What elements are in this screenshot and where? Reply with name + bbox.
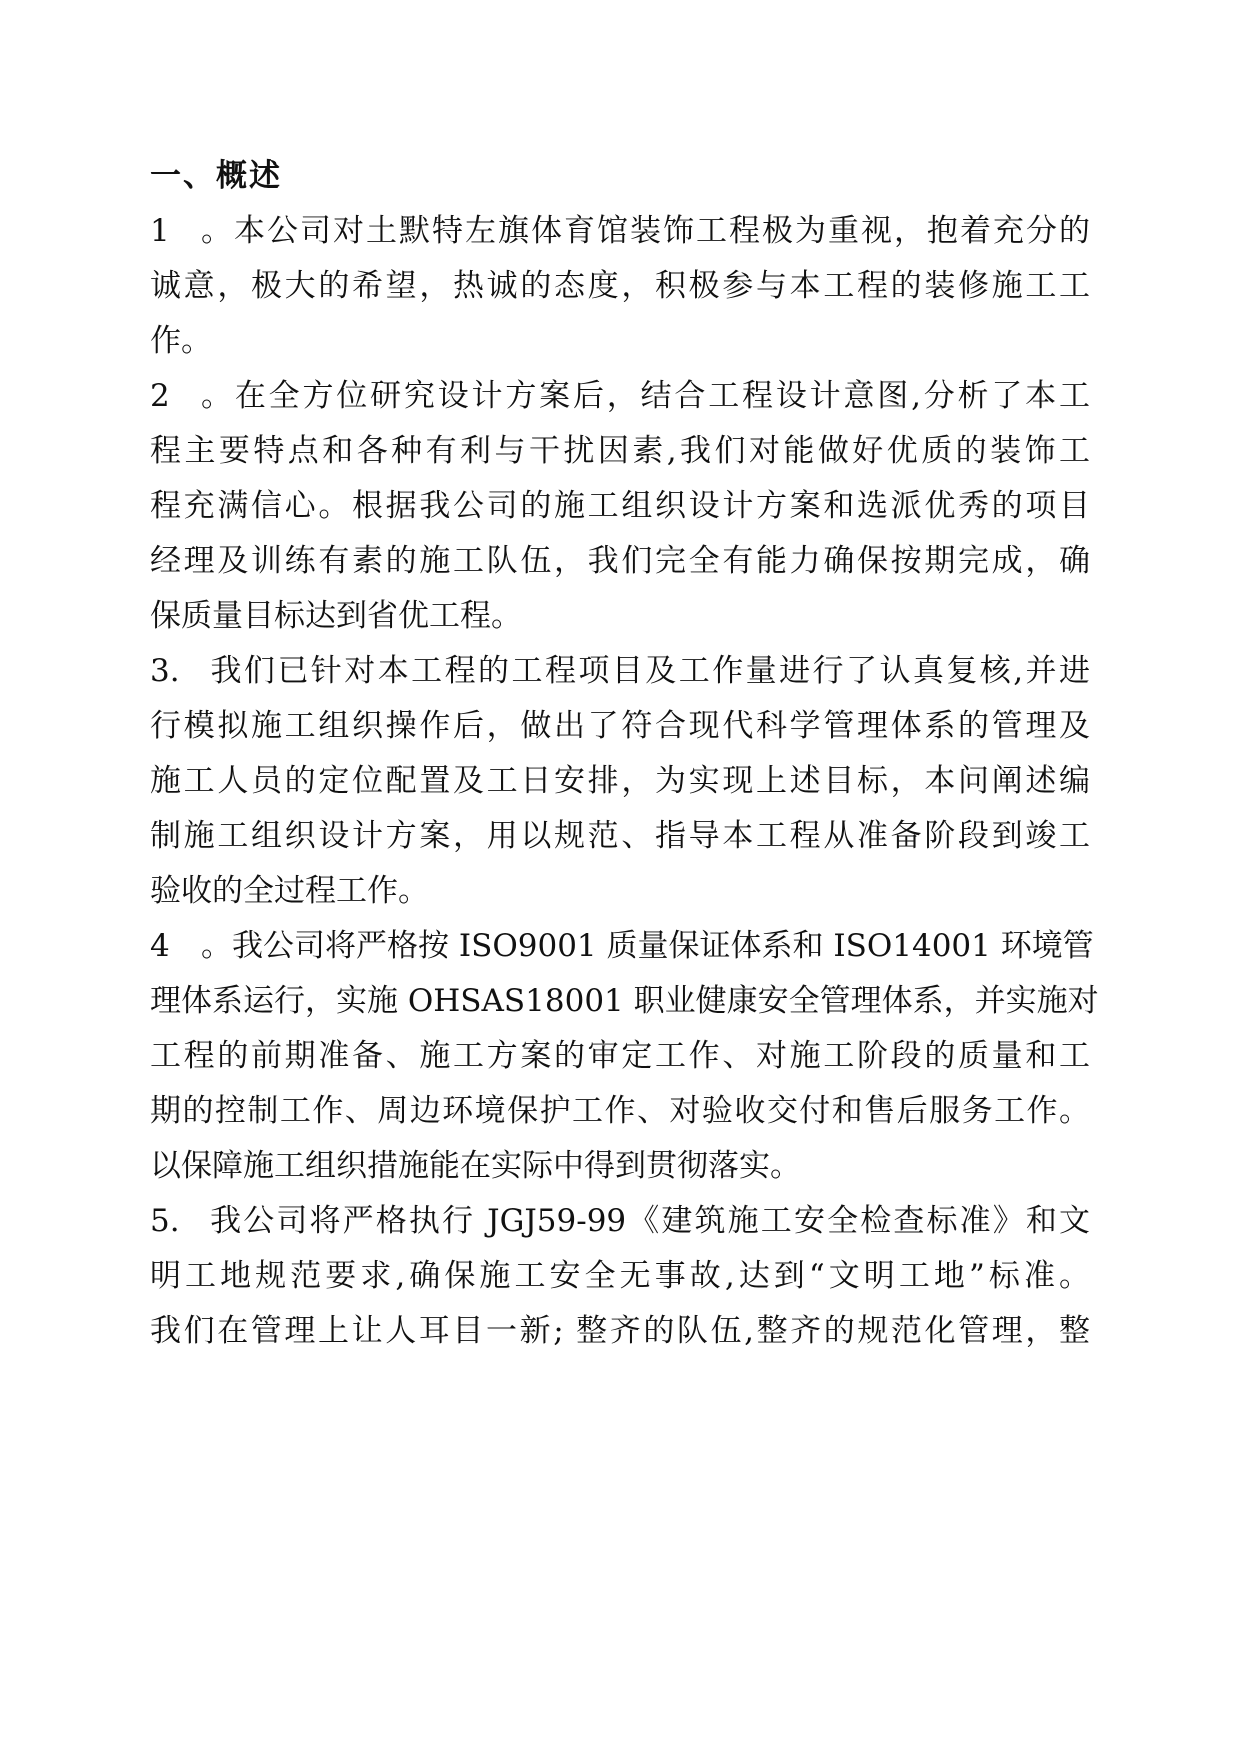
item-number: 5. xyxy=(150,1203,180,1239)
paragraph-3-line-2: 行模拟施工组织操作后，做出了符合现代科学管理体系的管理及 xyxy=(150,708,1090,744)
item-number: 3. xyxy=(150,653,180,689)
paragraph-1-line-2: 诚意，极大的希望，热诚的态度，积极参与本工程的装修施工工 xyxy=(150,268,1090,304)
item-number: 2。 xyxy=(150,378,232,414)
paragraph-4-line-4: 期的控制工作、周边环境保护工作、对验收交付和售后服务工作。 xyxy=(150,1093,1090,1129)
paragraph-2-line-4: 经理及训练有素的施工队伍，我们完全有能力确保按期完成，确 xyxy=(150,543,1090,579)
paragraph-4-line-1: 4。我公司将严格按 ISO9001 质量保证体系和 ISO14001 环境管 xyxy=(150,922,1090,970)
paragraph-5-line-1: 5. 我公司将严格执行 JGJ59-99《建筑施工安全检查标准》和文 xyxy=(150,1197,1090,1245)
paragraph-3-line-4: 制施工组织设计方案，用以规范、指导本工程从准备阶段到竣工 xyxy=(150,818,1090,854)
section-heading: 一、概述 xyxy=(150,158,282,194)
paragraph-4-line-3: 工程的前期准备、施工方案的审定工作、对施工阶段的质量和工 xyxy=(150,1038,1090,1074)
paragraph-5-line-2: 明工地规范要求,确保施工安全无事故,达到“文明工地”标准。 xyxy=(150,1258,1090,1294)
paragraph-1-line-3: 作。 xyxy=(150,323,212,359)
paragraph-3-line-3: 施工人员的定位配置及工日安排，为实现上述目标，本问阐述编 xyxy=(150,763,1090,799)
paragraph-2-line-5: 保质量目标达到省优工程。 xyxy=(150,598,522,634)
paragraph-4-line-2: 理体系运行，实施 OHSAS18001 职业健康安全管理体系，并实施对 xyxy=(150,983,1099,1019)
paragraph-2-line-2: 程主要特点和各种有利与干扰因素,我们对能做好优质的装饰工 xyxy=(150,433,1090,469)
item-number: 1。 xyxy=(150,213,232,249)
paragraph-3-line-1: 3. 我们已针对本工程的工程项目及工作量进行了认真复核,并进 xyxy=(150,647,1090,695)
paragraph-1-line-1: 1。本公司对土默特左旗体育馆装饰工程极为重视，抱着充分的 xyxy=(150,207,1090,255)
paragraph-2-line-3: 程充满信心。根据我公司的施工组织设计方案和选派优秀的项目 xyxy=(150,488,1090,524)
item-number: 4。 xyxy=(150,928,232,964)
paragraph-2-line-1: 2。在全方位研究设计方案后，结合工程设计意图,分析了本工 xyxy=(150,372,1090,420)
paragraph-4-line-5: 以保障施工组织措施能在实际中得到贯彻落实。 xyxy=(150,1148,801,1184)
paragraph-3-line-5: 验收的全过程工作。 xyxy=(150,873,429,909)
paragraph-5-line-3: 我们在管理上让人耳目一新; 整齐的队伍,整齐的规范化管理，整 xyxy=(150,1313,1090,1349)
